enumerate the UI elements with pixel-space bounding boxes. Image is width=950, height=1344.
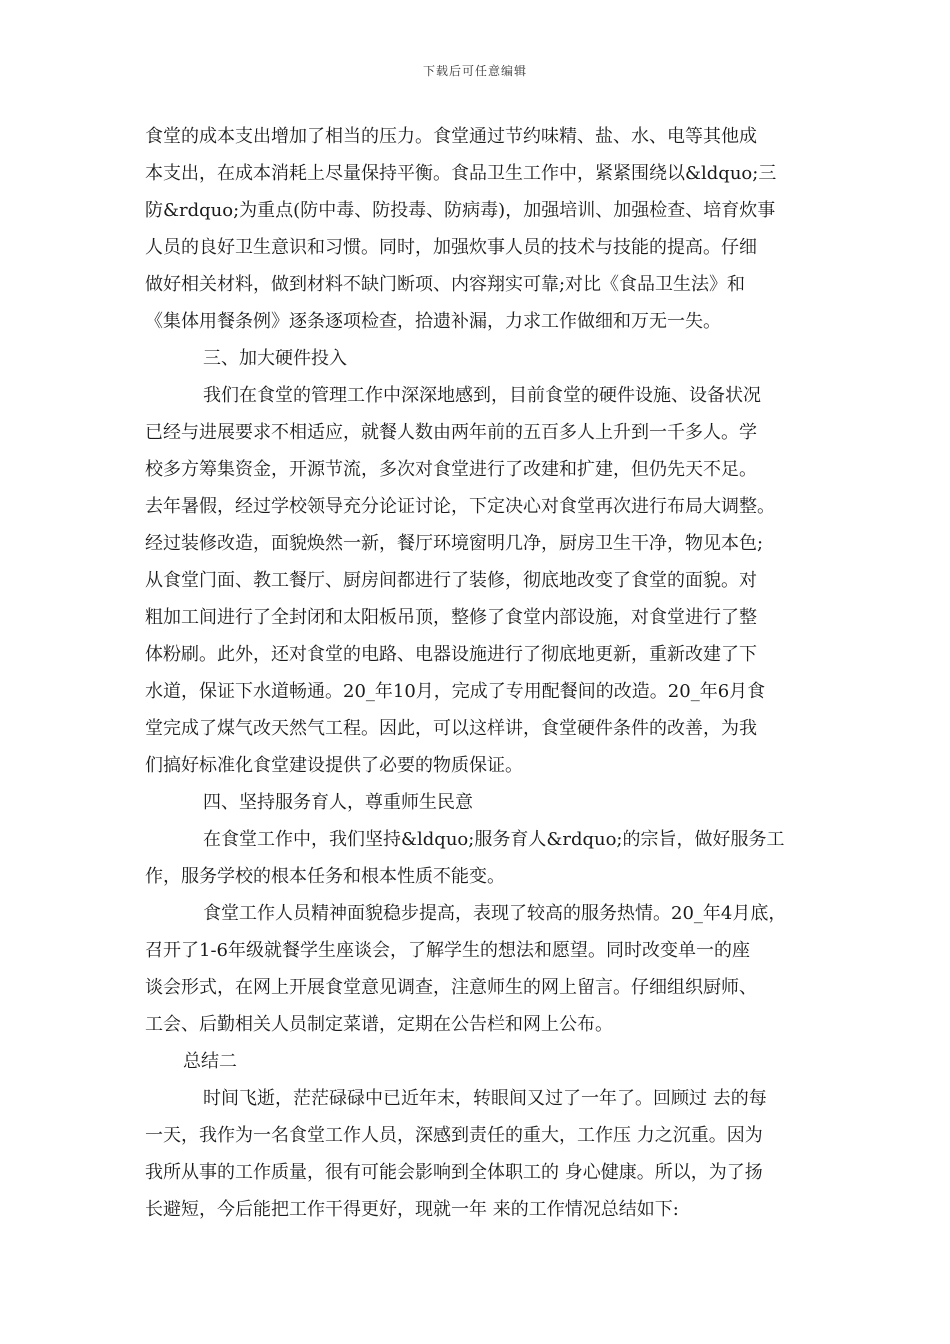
text-line: 做好相关材料，做到材料不缺门断项、内容翔实可靠;对比《食品卫生法》和 [145,274,746,295]
text-line: 我们在食堂的管理工作中深深地感到，目前食堂的硬件设施、设备状况 [203,385,761,406]
text-line: 人员的良好卫生意识和习惯。同时，加强炊事人员的技术与技能的提高。仔细 [145,237,757,258]
text-line: 食堂工作人员精神面貌稳步提高，表现了较高的服务热情。20_年4月底， [203,903,787,924]
text-line: 在食堂工作中，我们坚持&ldquo;服务育人&rdquo;的宗旨，做好服务工 [203,829,785,850]
text-line: 谈会形式，在网上开展食堂意见调查，注意师生的网上留言。仔细组织厨师、 [145,977,757,998]
page-header: 下载后可任意编辑 [422,64,527,78]
text-line: 水道，保证下水道畅通。20_年10月，完成了专用配餐间的改造。20_年6月食 [145,681,766,702]
text-line: 已经与进展要求不相适应，就餐人数由两年前的五百多人上升到一千多人。学 [145,422,757,443]
text-line: 我所从事的工作质量，很有可能会影响到全体职工的 身心健康。所以，为了扬 [145,1162,763,1183]
text-line: 校多方筹集资金，开源节流，多次对食堂进行了改建和扩建，但仍先天不足。 [145,459,757,480]
text-line: 四、坚持服务育人，尊重师生民意 [203,792,473,813]
text-line: 食堂的成本支出增加了相当的压力。食堂通过节约味精、盐、水、电等其他成 [145,126,757,147]
text-line: 时间飞逝，茫茫碌碌中已近年末，转眼间又过了一年了。回顾过 去的每 [203,1088,767,1109]
text-line: 防&rdquo;为重点(防中毒、防投毒、防病毒)，加强培训、加强检查、培育炊事 [145,200,776,221]
text-line: 经过装修改造，面貌焕然一新，餐厅环境窗明几净，厨房卫生干净，物见本色; [145,533,764,554]
text-line: 召开了1-6年级就餐学生座谈会，了解学生的想法和愿望。同时改变单一的座 [145,940,750,961]
text-line: 们搞好标准化食堂建设提供了必要的物质保证。 [145,755,523,776]
text-line: 长避短，今后能把工作干得更好，现就一年 来的工作情况总结如下: [145,1199,679,1220]
text-line: 去年暑假，经过学校领导充分论证讨论，下定决心对食堂再次进行布局大调整。 [145,496,775,517]
text-line: 三、加大硬件投入 [203,348,347,369]
document-body [145,118,825,1228]
text-line: 一天，我作为一名食堂工作人员，深感到责任的重大，工作压 力之沉重。因为 [145,1125,763,1146]
text-line: 本支出，在成本消耗上尽量保持平衡。食品卫生工作中，紧紧围绕以&ldquo;三 [145,163,777,184]
text-line: 从食堂门面、教工餐厅、厨房间都进行了装修，彻底地改变了食堂的面貌。对 [145,570,757,591]
text-line: 《集体用餐条例》逐条逐项检查，拾遗补漏，力求工作做细和万无一失。 [145,311,721,332]
text-line: 粗加工间进行了全封闭和太阳板吊顶，整修了食堂内部设施，对食堂进行了整 [145,607,757,628]
text-line: 体粉刷。此外，还对食堂的电路、电器设施进行了彻底地更新，重新改建了下 [145,644,757,665]
text-line: 作，服务学校的根本任务和根本性质不能变。 [145,866,505,887]
text-line: 工会、后勤相关人员制定菜谱，定期在公告栏和网上公布。 [145,1014,613,1035]
text-line: 总结二 [183,1051,237,1072]
text-line: 堂完成了煤气改天然气工程。因此，可以这样讲，食堂硬件条件的改善，为我 [145,718,757,739]
